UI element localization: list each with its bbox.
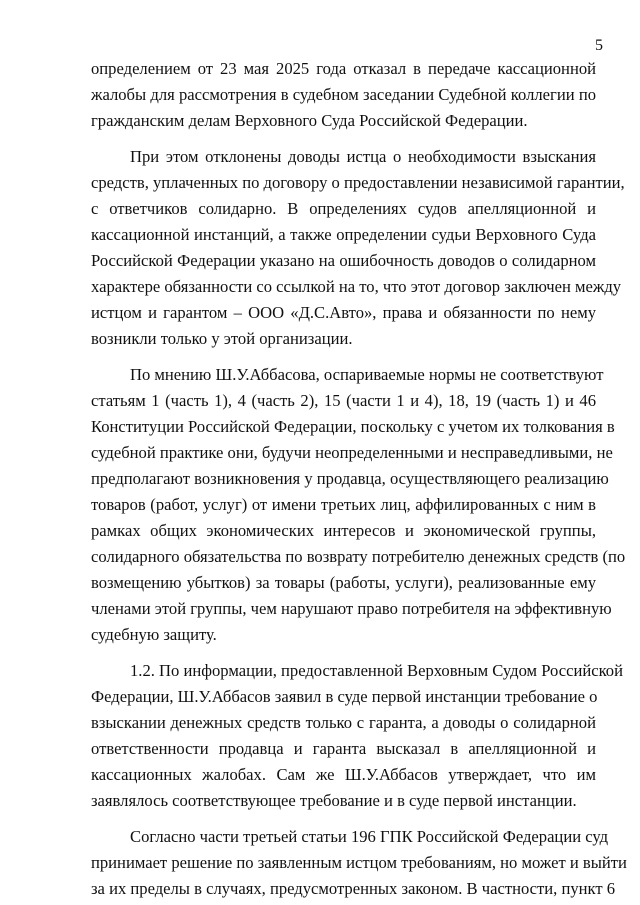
text-line: товаров (работ, услуг) от имени третьих лиц, аффилированных с ним в	[91, 495, 596, 514]
paragraph	[91, 658, 623, 814]
text-line: судебной практике они, будучи неопределенными и несправедливыми, не	[91, 443, 613, 462]
text-line: солидарного обязательства по возврату потребителю денежных средств (по	[91, 547, 626, 566]
text-line: ответственности продавца и гаранта высказал в апелляционной и	[91, 739, 596, 758]
text-line: за их пределы в случаях, предусмотренных законом. В частности, пункт 6	[91, 879, 616, 898]
text-line: При этом отклонены доводы истца о необходимости взыскания	[130, 147, 596, 166]
paragraph	[91, 824, 627, 902]
text-line: взыскании денежных средств только с гаранта, а доводы о солидарной	[91, 713, 596, 732]
text-line: Согласно части третьей статьи 196 ГПК Российской Федерации суд	[130, 827, 609, 846]
paragraph-gap	[91, 648, 596, 658]
text-line: Конституции Российской Федерации, поскольку с учетом их толкования в	[91, 417, 615, 436]
text-line: с ответчиков солидарно. В определениях судов апелляционной и	[91, 199, 596, 218]
text-line: По мнению Ш.У.Аббасова, оспариваемые нормы не соответствуют	[130, 365, 604, 384]
text-line: возникли только у этой организации.	[91, 329, 353, 348]
text-line: жалобы для рассмотрения в судебном заседании Судебной коллегии по	[91, 85, 596, 104]
text-line: принимает решение по заявленным истцом требованиям, но может и выйти	[91, 853, 627, 872]
text-line: заявлялось соответствующее требование и в суде первой инстанции.	[91, 791, 577, 810]
paragraph	[91, 56, 596, 134]
text-line: Российской Федерации указано на ошибочность доводов о солидарном	[91, 251, 596, 270]
document-body	[91, 56, 627, 902]
text-line: 1.2. По информации, предоставленной Верховным Судом Российской	[130, 661, 623, 680]
text-line: судебную защиту.	[91, 625, 217, 644]
text-line: статьям 1 (часть 1), 4 (часть 2), 15 (части 1 и 4), 18, 19 (часть 1) и 46	[91, 391, 596, 410]
paragraph-gap	[91, 352, 596, 362]
paragraph-gap	[91, 814, 596, 824]
text-line: средств, уплаченных по договору о предоставлении независимой гарантии,	[91, 173, 625, 192]
paragraph	[91, 362, 626, 648]
text-line: рамках общих экономических интересов и экономической группы,	[91, 521, 596, 540]
text-line: характере обязанности со ссылкой на то, что этот договор заключен между	[91, 277, 622, 296]
text-line: гражданским делам Верховного Суда Российской Федерации.	[91, 111, 528, 130]
text-line: определением от 23 мая 2025 года отказал в передаче кассационной	[91, 59, 596, 78]
text-line: кассационных жалобах. Сам же Ш.У.Аббасов утверждает, что им	[91, 765, 596, 784]
text-line: истцом и гарантом – ООО «Д.С.Авто», права и обязанности по нему	[91, 303, 596, 322]
text-line: предполагают возникновения у продавца, осуществляющего реализацию	[91, 469, 609, 488]
paragraph-gap	[91, 134, 596, 144]
text-line: кассационной инстанций, а также определении судьи Верховного Суда	[91, 225, 596, 244]
text-line: членами этой группы, чем нарушают право потребителя на эффективную	[91, 599, 612, 618]
paragraph	[91, 144, 625, 352]
page-number: 5	[595, 37, 603, 54]
text-line: Федерации, Ш.У.Аббасов заявил в суде первой инстанции требование о	[91, 687, 598, 706]
text-line: возмещению убытков) за товары (работы, услуги), реализованные ему	[91, 573, 596, 592]
